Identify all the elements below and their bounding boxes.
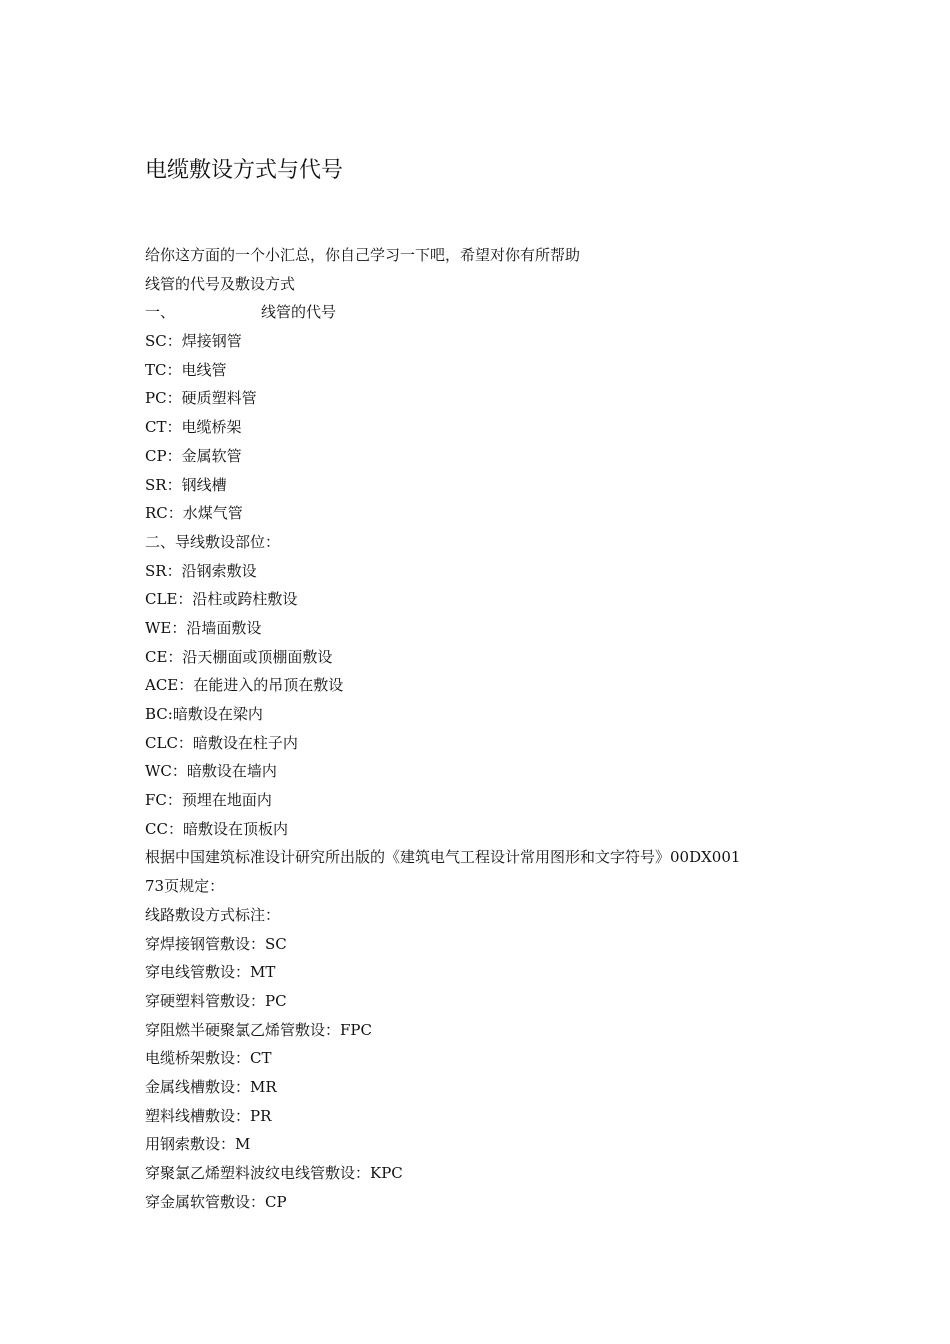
text-line: 线路敷设方式标注： xyxy=(145,905,281,924)
text-line: SC：焊接钢管 xyxy=(145,332,242,351)
section-number: 一、 xyxy=(145,303,176,322)
subtitle-text: 线管的代号及敷设方式 xyxy=(145,274,296,293)
text-line: 二、导线敷设部位： xyxy=(145,532,281,551)
text-line: PC：硬质塑料管 xyxy=(145,389,257,408)
text-line: CC：暗敷设在顶板内 xyxy=(145,819,288,838)
text-line: TC：电线管 xyxy=(145,360,227,379)
text-line: 塑料线槽敷设：PR xyxy=(145,1106,272,1125)
intro-text: 给你这方面的一个小汇总，你自己学习一下吧，希望对你有所帮助 xyxy=(145,246,581,264)
text-line: CP：金属软管 xyxy=(145,446,242,465)
text-line: 穿硬塑料管敷设：PC xyxy=(145,991,287,1010)
text-line: 根据中国建筑标准设计研究所出版的《建筑电气工程设计常用图形和文字符号》00DX001 xyxy=(145,848,741,867)
text-line: FC：预埋在地面内 xyxy=(145,791,272,810)
text-line: 用钢索敷设：M xyxy=(145,1135,251,1154)
document-body xyxy=(145,241,845,1216)
text-line: BC:暗敷设在梁内 xyxy=(145,705,263,723)
text-line: CE：沿天棚面或顶棚面敷设 xyxy=(145,647,333,666)
text-line: WE：沿墙面敷设 xyxy=(145,618,262,637)
text-line: 73页规定： xyxy=(145,877,225,896)
text-line: 穿金属软管敷设：CP xyxy=(145,1192,287,1211)
text-line: 穿阻燃半硬聚氯乙烯管敷设：FPC xyxy=(145,1020,372,1039)
text-lines xyxy=(145,327,845,1216)
text-line: 穿聚氯乙烯塑料波纹电线管敷设：KPC xyxy=(145,1164,403,1182)
document-title: 电缆敷设方式与代号 xyxy=(145,158,344,183)
text-line: RC：水煤气管 xyxy=(145,504,243,523)
section-heading-1 xyxy=(145,298,845,327)
text-line: SR：沿钢索敷设 xyxy=(145,561,257,580)
text-line: 穿焊接钢管敷设：SC xyxy=(145,934,287,953)
text-line: CLE：沿柱或跨柱敷设 xyxy=(145,590,298,609)
text-line: SR：钢线槽 xyxy=(145,475,227,494)
text-line: 电缆桥架敷设：CT xyxy=(145,1049,272,1068)
section-heading-text: 线管的代号 xyxy=(261,303,337,322)
text-line: 穿电线管敷设：MT xyxy=(145,963,276,982)
text-line: 金属线槽敷设：MR xyxy=(145,1077,277,1096)
text-line: CT：电缆桥架 xyxy=(145,418,242,437)
text-line: WC：暗敷设在墙内 xyxy=(145,762,277,781)
text-line: ACE：在能进入的吊顶在敷设 xyxy=(145,676,344,695)
text-line: CLC：暗敷设在柱子内 xyxy=(145,733,298,752)
